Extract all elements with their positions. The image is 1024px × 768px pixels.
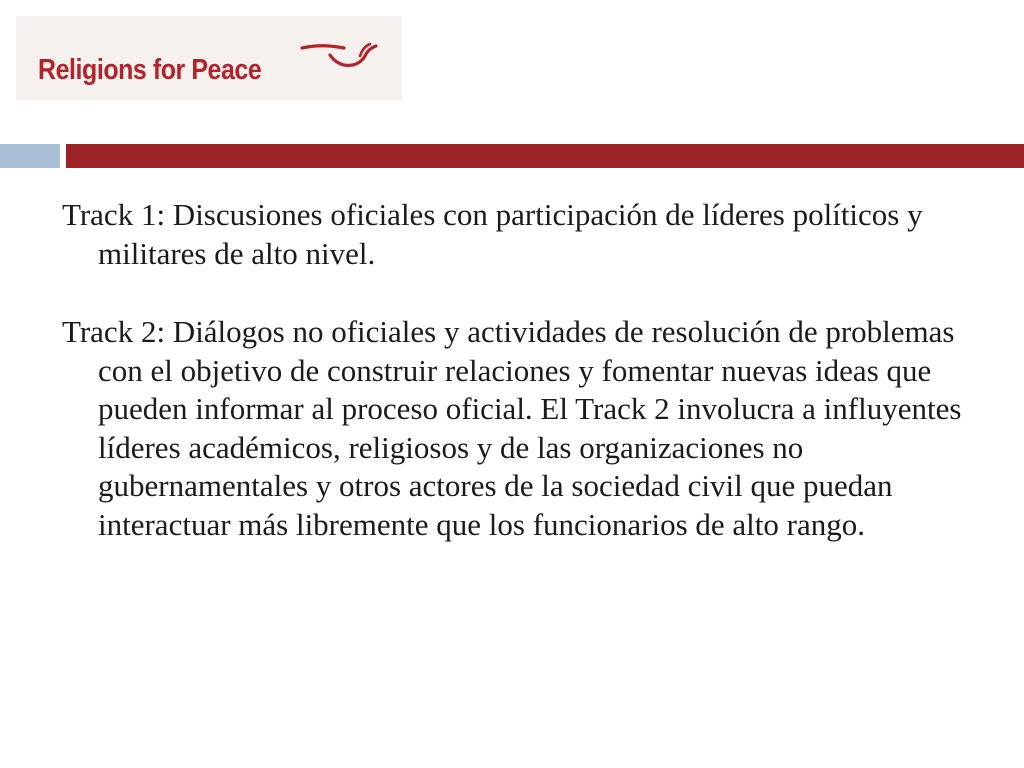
paragraph-track-2: Track 2: Diálogos no oficiales y actividades de resolución de problemas con el objetivo de construir relaciones y fomentar nuevas ideas que pueden informar al proceso oficial. El Track 2 involucra a influyentes líderes académicos, religiosos y de las organizaciones no gubernamentales y otros actores de la sociedad civil que puedan interactuar más libremente que los funcionarios de alto rango. bbox=[62, 314, 962, 542]
logo-text: Religions for Peace bbox=[38, 54, 262, 86]
slide-body bbox=[62, 196, 962, 544]
dove-icon bbox=[300, 40, 378, 74]
divider-accent-blue bbox=[0, 144, 60, 168]
divider-bar-red bbox=[66, 144, 1024, 168]
paragraph-track-1: Track 1: Discusiones oficiales con participación de líderes políticos y militares de alto nivel. bbox=[62, 197, 923, 271]
